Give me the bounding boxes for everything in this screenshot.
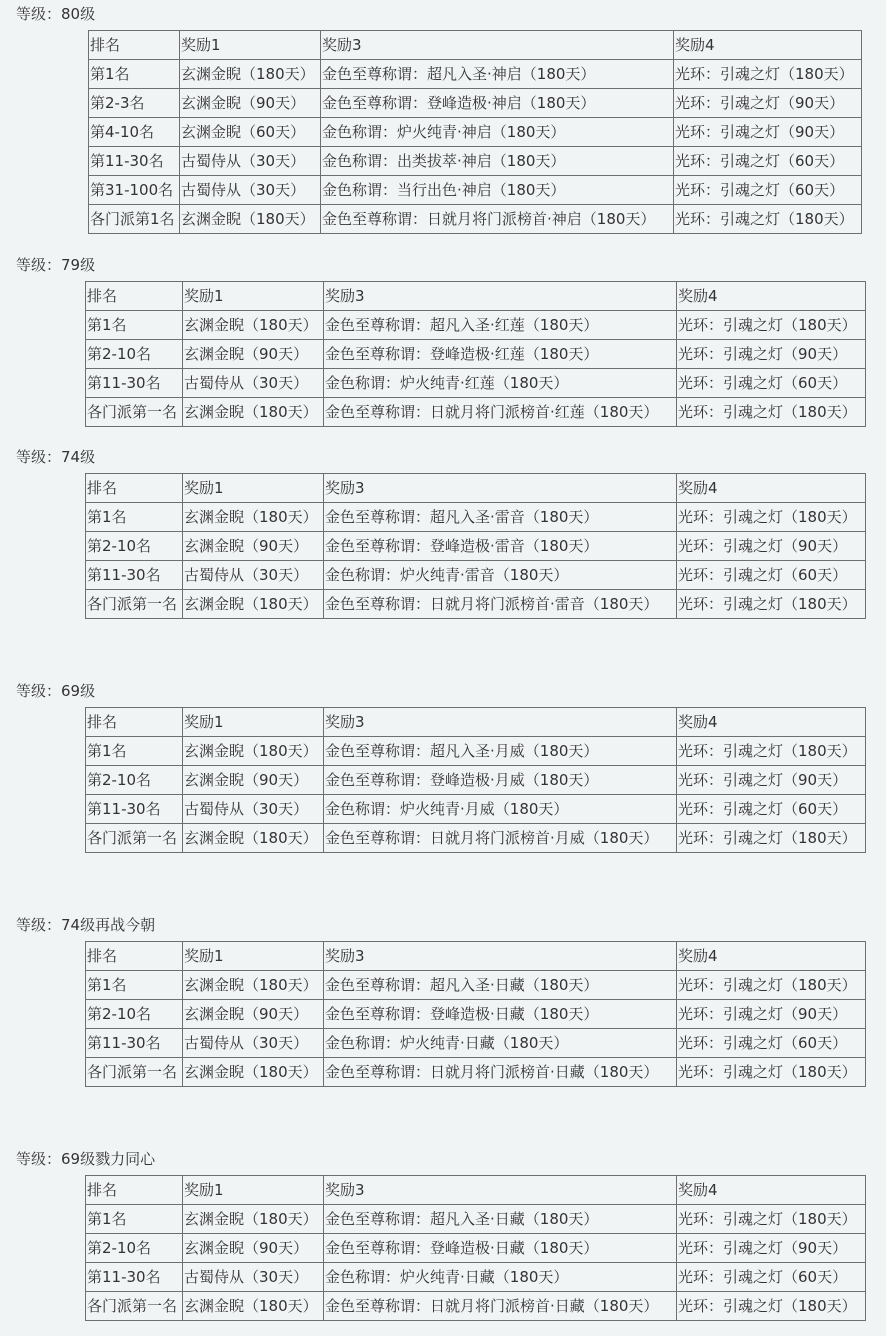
- header-cell-reward4: 奖励4: [677, 942, 866, 971]
- table-row: [86, 398, 866, 427]
- cell-reward1: 古蜀侍从（30天）: [180, 147, 321, 176]
- cell-rank: 第11-30名: [86, 795, 183, 824]
- cell-rank: 第2-10名: [86, 1000, 183, 1029]
- cell-reward1: 古蜀侍从（30天）: [183, 795, 324, 824]
- cell-reward3: 金色至尊称谓：登峰造极·日藏（180天）: [324, 1234, 677, 1263]
- cell-reward1: 玄渊金睨（90天）: [183, 532, 324, 561]
- header-cell-reward3: 奖励3: [324, 942, 677, 971]
- cell-rank: 各门派第一名: [86, 1292, 183, 1321]
- cell-reward3: 金色至尊称谓：日就月将门派榜首·日藏（180天）: [324, 1292, 677, 1321]
- cell-reward3: 金色称谓：出类拔萃·神启（180天）: [321, 147, 674, 176]
- table-row: [86, 311, 866, 340]
- cell-rank: 各门派第一名: [86, 590, 183, 619]
- cell-reward4: 光环：引魂之灯（180天）: [674, 205, 862, 234]
- cell-reward3: 金色称谓：当行出色·神启（180天）: [321, 176, 674, 205]
- header-cell-reward3: 奖励3: [324, 474, 677, 503]
- cell-reward3: 金色至尊称谓：日就月将门派榜首·神启（180天）: [321, 205, 674, 234]
- cell-reward3: 金色至尊称谓：超凡入圣·月威（180天）: [324, 737, 677, 766]
- table-row: [89, 147, 862, 176]
- cell-reward1: 玄渊金睨（180天）: [183, 971, 324, 1000]
- cell-reward1: 古蜀侍从（30天）: [183, 1263, 324, 1292]
- table-row: [86, 1292, 866, 1321]
- cell-rank: 第1名: [86, 737, 183, 766]
- cell-reward4: 光环：引魂之灯（90天）: [674, 118, 862, 147]
- cell-reward3: 金色至尊称谓：登峰造极·神启（180天）: [321, 89, 674, 118]
- header-cell-reward4: 奖励4: [677, 1176, 866, 1205]
- cell-reward4: 光环：引魂之灯（60天）: [677, 561, 866, 590]
- cell-reward1: 玄渊金睨（180天）: [183, 1205, 324, 1234]
- header-cell-reward1: 奖励1: [183, 942, 324, 971]
- reward-table: [85, 473, 866, 619]
- header-cell-reward3: 奖励3: [324, 708, 677, 737]
- cell-reward1: 古蜀侍从（30天）: [183, 1029, 324, 1058]
- cell-reward3: 金色称谓：炉火纯青·神启（180天）: [321, 118, 674, 147]
- level-title: 等级：69级戮力同心: [16, 1150, 156, 1168]
- level-title: 等级：74级再战今朝: [16, 916, 156, 934]
- cell-reward4: 光环：引魂之灯（180天）: [677, 1205, 866, 1234]
- cell-reward4: 光环：引魂之灯（180天）: [677, 311, 866, 340]
- cell-reward4: 光环：引魂之灯（180天）: [677, 824, 866, 853]
- cell-reward4: 光环：引魂之灯（90天）: [674, 89, 862, 118]
- table-row: [89, 205, 862, 234]
- table-row: [86, 590, 866, 619]
- header-cell-reward4: 奖励4: [677, 708, 866, 737]
- level-title: 等级：74级: [16, 448, 96, 466]
- cell-reward3: 金色至尊称谓：超凡入圣·日藏（180天）: [324, 971, 677, 1000]
- cell-reward4: 光环：引魂之灯（180天）: [677, 737, 866, 766]
- level-title: 等级：69级: [16, 682, 96, 700]
- level-title: 等级：80级: [16, 5, 96, 23]
- header-cell-reward1: 奖励1: [180, 31, 321, 60]
- cell-reward4: 光环：引魂之灯（60天）: [677, 1029, 866, 1058]
- cell-reward3: 金色称谓：炉火纯青·月威（180天）: [324, 795, 677, 824]
- cell-rank: 第1名: [86, 1205, 183, 1234]
- table-row: [86, 971, 866, 1000]
- level-title: 等级：79级: [16, 256, 96, 274]
- cell-reward1: 玄渊金睨（180天）: [183, 311, 324, 340]
- cell-reward3: 金色称谓：炉火纯青·日藏（180天）: [324, 1029, 677, 1058]
- reward-table: [85, 941, 866, 1087]
- cell-reward1: 玄渊金睨（180天）: [183, 1292, 324, 1321]
- cell-reward4: 光环：引魂之灯（180天）: [674, 60, 862, 89]
- table-row: [89, 118, 862, 147]
- header-cell-reward4: 奖励4: [677, 282, 866, 311]
- cell-reward4: 光环：引魂之灯（90天）: [677, 766, 866, 795]
- header-cell-reward3: 奖励3: [321, 31, 674, 60]
- header-cell-rank: 排名: [86, 282, 183, 311]
- header-cell-rank: 排名: [86, 708, 183, 737]
- cell-reward3: 金色至尊称谓：日就月将门派榜首·红莲（180天）: [324, 398, 677, 427]
- header-cell-reward1: 奖励1: [183, 474, 324, 503]
- table-header-row: [86, 282, 866, 311]
- header-cell-rank: 排名: [86, 942, 183, 971]
- cell-rank: 第11-30名: [86, 561, 183, 590]
- cell-reward1: 古蜀侍从（30天）: [180, 176, 321, 205]
- cell-reward4: 光环：引魂之灯（180天）: [677, 1058, 866, 1087]
- header-cell-reward1: 奖励1: [183, 1176, 324, 1205]
- table-row: [89, 89, 862, 118]
- header-cell-reward3: 奖励3: [324, 1176, 677, 1205]
- table-row: [86, 1058, 866, 1087]
- reward-table: [85, 1175, 866, 1321]
- cell-reward3: 金色至尊称谓：超凡入圣·红莲（180天）: [324, 311, 677, 340]
- table-header-row: [86, 474, 866, 503]
- table-row: [89, 60, 862, 89]
- cell-reward1: 古蜀侍从（30天）: [183, 369, 324, 398]
- cell-reward4: 光环：引魂之灯（90天）: [677, 1234, 866, 1263]
- cell-rank: 第2-10名: [86, 766, 183, 795]
- table-row: [86, 1234, 866, 1263]
- cell-reward4: 光环：引魂之灯（60天）: [674, 176, 862, 205]
- cell-reward1: 玄渊金睨（180天）: [183, 824, 324, 853]
- table-header-row: [86, 942, 866, 971]
- cell-rank: 第2-10名: [86, 532, 183, 561]
- cell-rank: 各门派第一名: [86, 1058, 183, 1087]
- cell-rank: 第11-30名: [86, 1263, 183, 1292]
- cell-reward1: 古蜀侍从（30天）: [183, 561, 324, 590]
- cell-reward3: 金色称谓：炉火纯青·日藏（180天）: [324, 1263, 677, 1292]
- header-cell-rank: 排名: [86, 474, 183, 503]
- cell-reward1: 玄渊金睨（180天）: [180, 205, 321, 234]
- table-header-row: [86, 708, 866, 737]
- cell-reward3: 金色至尊称谓：超凡入圣·神启（180天）: [321, 60, 674, 89]
- cell-reward3: 金色至尊称谓：日就月将门派榜首·雷音（180天）: [324, 590, 677, 619]
- cell-reward3: 金色至尊称谓：超凡入圣·雷音（180天）: [324, 503, 677, 532]
- header-cell-reward3: 奖励3: [324, 282, 677, 311]
- table-row: [86, 561, 866, 590]
- cell-reward1: 玄渊金睨（180天）: [183, 590, 324, 619]
- cell-reward1: 玄渊金睨（180天）: [180, 60, 321, 89]
- cell-rank: 第2-3名: [89, 89, 180, 118]
- cell-reward3: 金色至尊称谓：登峰造极·红莲（180天）: [324, 340, 677, 369]
- cell-rank: 第1名: [86, 971, 183, 1000]
- cell-rank: 第1名: [89, 60, 180, 89]
- table-row: [86, 1029, 866, 1058]
- cell-reward3: 金色至尊称谓：超凡入圣·日藏（180天）: [324, 1205, 677, 1234]
- cell-reward4: 光环：引魂之灯（180天）: [677, 503, 866, 532]
- cell-reward3: 金色至尊称谓：登峰造极·月威（180天）: [324, 766, 677, 795]
- cell-reward1: 玄渊金睨（90天）: [180, 89, 321, 118]
- cell-reward4: 光环：引魂之灯（60天）: [677, 795, 866, 824]
- cell-reward1: 玄渊金睨（180天）: [183, 503, 324, 532]
- cell-rank: 第2-10名: [86, 1234, 183, 1263]
- header-cell-reward4: 奖励4: [674, 31, 862, 60]
- cell-reward4: 光环：引魂之灯（180天）: [677, 590, 866, 619]
- cell-reward3: 金色至尊称谓：登峰造极·雷音（180天）: [324, 532, 677, 561]
- cell-reward1: 玄渊金睨（90天）: [183, 1000, 324, 1029]
- cell-rank: 第31-100名: [89, 176, 180, 205]
- cell-rank: 第2-10名: [86, 340, 183, 369]
- header-cell-reward1: 奖励1: [183, 282, 324, 311]
- table-row: [86, 532, 866, 561]
- cell-reward4: 光环：引魂之灯（180天）: [677, 398, 866, 427]
- cell-rank: 各门派第一名: [86, 824, 183, 853]
- cell-reward1: 玄渊金睨（90天）: [183, 340, 324, 369]
- cell-reward4: 光环：引魂之灯（60天）: [677, 369, 866, 398]
- cell-reward1: 玄渊金睨（90天）: [183, 766, 324, 795]
- table-row: [86, 737, 866, 766]
- cell-rank: 第1名: [86, 503, 183, 532]
- cell-rank: 第4-10名: [89, 118, 180, 147]
- cell-reward3: 金色称谓：炉火纯青·雷音（180天）: [324, 561, 677, 590]
- table-header-row: [89, 31, 862, 60]
- cell-rank: 第11-30名: [89, 147, 180, 176]
- cell-rank: 各门派第1名: [89, 205, 180, 234]
- cell-reward3: 金色称谓：炉火纯青·红莲（180天）: [324, 369, 677, 398]
- table-row: [86, 766, 866, 795]
- cell-rank: 第11-30名: [86, 369, 183, 398]
- header-cell-rank: 排名: [86, 1176, 183, 1205]
- table-row: [86, 503, 866, 532]
- cell-reward1: 玄渊金睨（60天）: [180, 118, 321, 147]
- table-row: [86, 824, 866, 853]
- table-row: [86, 1000, 866, 1029]
- header-cell-reward1: 奖励1: [183, 708, 324, 737]
- cell-rank: 第11-30名: [86, 1029, 183, 1058]
- cell-rank: 各门派第一名: [86, 398, 183, 427]
- cell-reward4: 光环：引魂之灯（90天）: [677, 532, 866, 561]
- cell-reward3: 金色至尊称谓：登峰造极·日藏（180天）: [324, 1000, 677, 1029]
- cell-reward4: 光环：引魂之灯（180天）: [677, 1292, 866, 1321]
- cell-reward3: 金色至尊称谓：日就月将门派榜首·月威（180天）: [324, 824, 677, 853]
- cell-reward4: 光环：引魂之灯（90天）: [677, 340, 866, 369]
- reward-table: [85, 281, 866, 427]
- cell-reward1: 玄渊金睨（90天）: [183, 1234, 324, 1263]
- table-row: [86, 340, 866, 369]
- cell-reward1: 玄渊金睨（180天）: [183, 1058, 324, 1087]
- table-row: [86, 1205, 866, 1234]
- table-row: [86, 795, 866, 824]
- cell-reward4: 光环：引魂之灯（60天）: [674, 147, 862, 176]
- header-cell-rank: 排名: [89, 31, 180, 60]
- table-row: [89, 176, 862, 205]
- table-row: [86, 1263, 866, 1292]
- reward-table: [85, 707, 866, 853]
- cell-reward4: 光环：引魂之灯（90天）: [677, 1000, 866, 1029]
- cell-reward4: 光环：引魂之灯（180天）: [677, 971, 866, 1000]
- cell-reward1: 玄渊金睨（180天）: [183, 398, 324, 427]
- cell-reward4: 光环：引魂之灯（60天）: [677, 1263, 866, 1292]
- table-header-row: [86, 1176, 866, 1205]
- header-cell-reward4: 奖励4: [677, 474, 866, 503]
- table-row: [86, 369, 866, 398]
- cell-reward3: 金色至尊称谓：日就月将门派榜首·日藏（180天）: [324, 1058, 677, 1087]
- reward-table: [88, 30, 862, 234]
- cell-reward1: 玄渊金睨（180天）: [183, 737, 324, 766]
- cell-rank: 第1名: [86, 311, 183, 340]
